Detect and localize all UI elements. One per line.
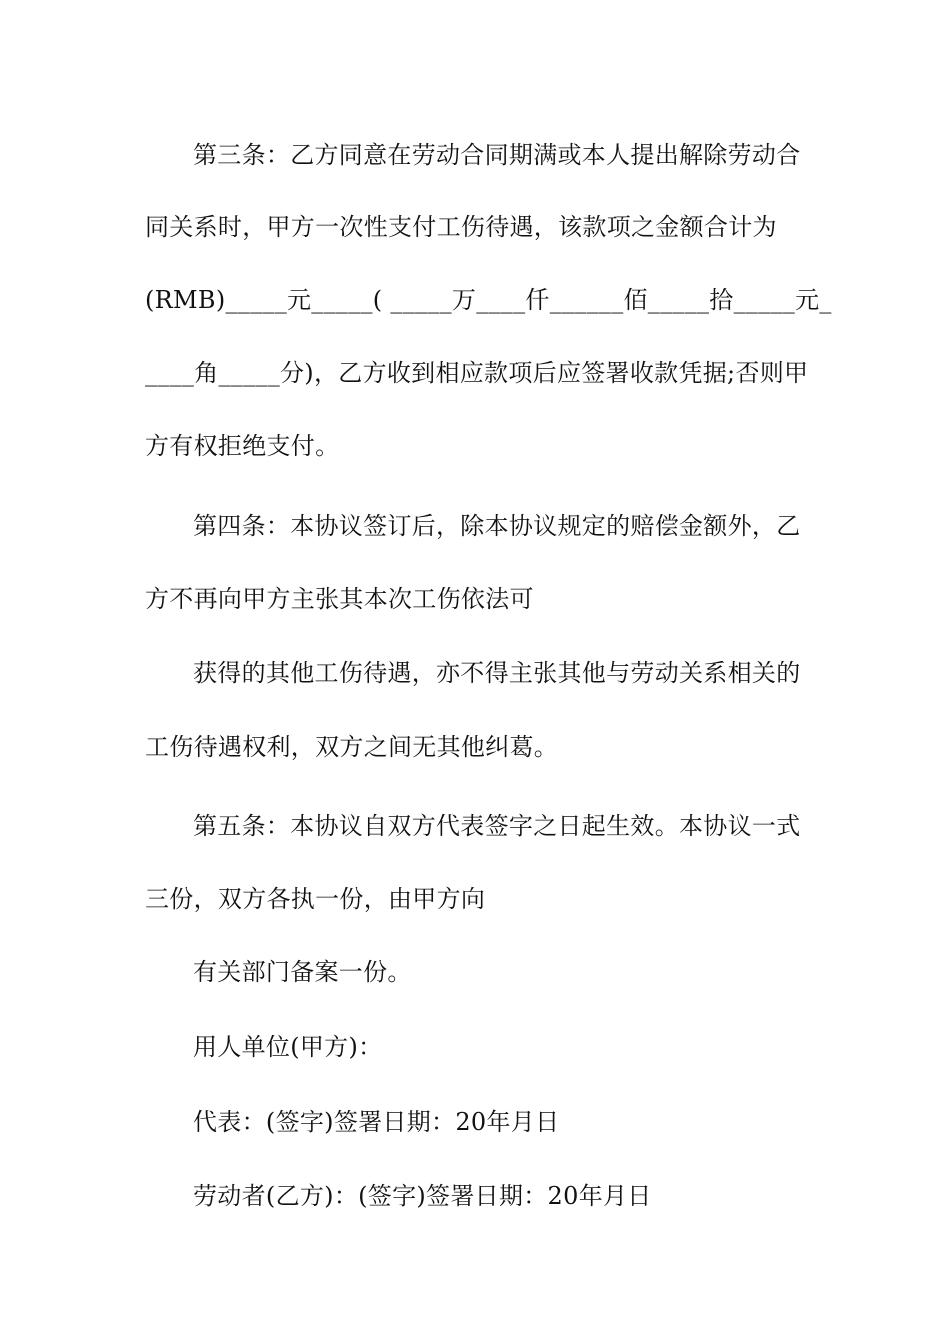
article-3-line-4: ____角_____分)，乙方收到相应款项后应签署收款凭据;否则甲	[145, 359, 809, 387]
article-3-amount-line: (RMB)_____元_____( _____万____仟______佰_____拾_____元_	[145, 286, 832, 314]
employer-signature-line: 用人单位(甲方)：	[193, 1033, 383, 1061]
article-3-line-2: 同关系时，甲方一次性支付工伤待遇，该款项之金额合计为	[145, 213, 777, 241]
article-5-line-3: 有关部门备案一份。	[193, 958, 412, 986]
article-4-line-2: 方不再向甲方主张其本次工伤依法可	[145, 585, 534, 613]
employee-signature-line: 劳动者(乙方)：(签字)签署日期：20年月日	[193, 1182, 652, 1210]
representative-signature-line: 代表：(签字)签署日期：20年月日	[193, 1108, 560, 1136]
article-4-line-4: 工伤待遇权利，双方之间无其他纠葛。	[145, 733, 559, 761]
article-3-line-5: 方有权拒绝支付。	[145, 432, 340, 460]
article-5-line-1: 第五条：本协议自双方代表签字之日起生效。本协议一式	[193, 812, 801, 840]
article-4-line-3: 获得的其他工伤待遇，亦不得主张其他与劳动关系相关的	[193, 659, 801, 687]
article-4-line-1: 第四条：本协议签订后，除本协议规定的赔偿金额外，乙	[193, 512, 801, 540]
article-3-line-1: 第三条：乙方同意在劳动合同期满或本人提出解除劳动合	[193, 141, 801, 169]
article-5-line-2: 三份，双方各执一份，由甲方向	[145, 885, 486, 913]
